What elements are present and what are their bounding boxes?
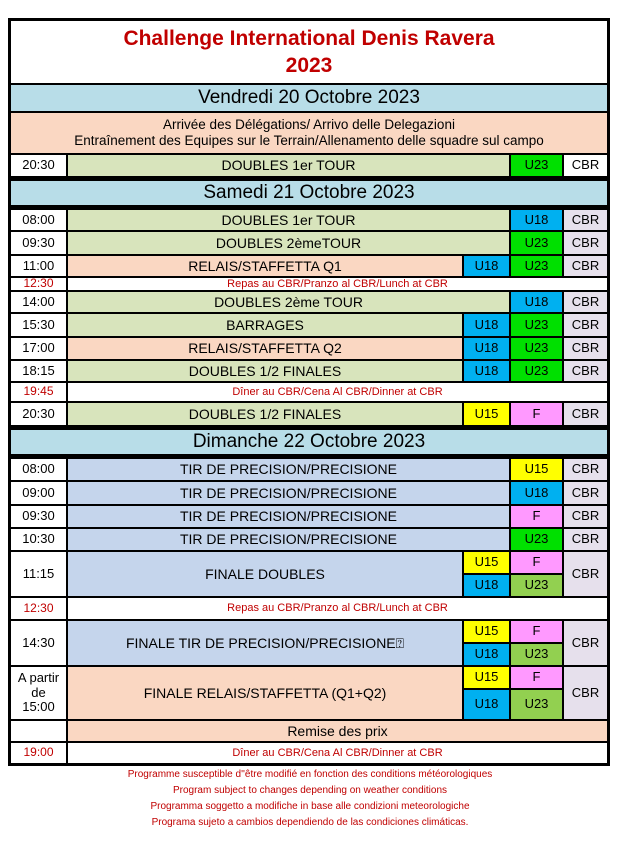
category-badge: U15 [463,551,510,574]
category-badge: U18 [463,337,510,360]
time-line-2: de [31,684,46,700]
time-cell: 14:00 [10,291,67,313]
day-header-sunday: Dimanche 22 Octobre 2023 [10,429,608,455]
category-badge: U23 [510,574,563,597]
category-badge: U18 [463,574,510,597]
venue-cell: CBR [563,505,608,528]
event-cell: DOUBLES 1er TOUR [67,154,510,177]
category-badge: U23 [510,337,563,360]
venue-cell: CBR [563,528,608,551]
time-cell: 11:15 [10,551,67,597]
category-badge: U18 [463,643,510,666]
event-cell: TIR DE PRECISION/PRECISIONE [67,528,510,551]
category-badge: U18 [463,689,510,720]
venue-cell: CBR [563,620,608,666]
day-header-saturday: Samedi 21 Octobre 2023 [10,180,608,206]
venue-cell: CBR [563,313,608,337]
venue-cell: CBR [563,255,608,277]
event-cell: BARRAGES [67,313,463,337]
time-cell: 09:30 [10,505,67,528]
category-badge: U18 [510,209,563,231]
time-cell: 09:00 [10,481,67,505]
time-cell: 08:00 [10,209,67,231]
venue-cell: CBR [563,154,608,177]
time-cell: 10:30 [10,528,67,551]
time-cell: 18:15 [10,360,67,382]
footer-note-fr: Programme susceptible d''être modifié en fonction des conditions météorologiques [127,769,493,780]
category-badge: U18 [510,291,563,313]
event-cell: FINALE DOUBLES [67,551,463,597]
day-header-friday: Vendredi 20 Octobre 2023 [10,84,608,112]
event-cell: FINALE TIR DE PRECISION/PRECISIONE⍰ [67,620,463,666]
category-badge: F [510,402,563,426]
awards-row: Remise des prix [67,720,608,742]
event-cell: DOUBLES 1/2 FINALES [67,402,463,426]
category-badge: F [510,551,563,574]
category-badge: U18 [463,255,510,277]
arrival-block [10,112,608,154]
time-cell [10,666,67,720]
time-line-3: 15:00 [22,699,55,715]
footer-note-it: Programma soggetto a modifiche in base alle condizioni meteorologiche [150,801,470,812]
event-cell: DOUBLES 2ème TOUR [67,291,510,313]
category-badge: U23 [510,154,563,177]
venue-cell: CBR [563,551,608,597]
category-badge: U18 [463,360,510,382]
meal-time-cell: 12:30 [10,597,67,620]
category-badge: U23 [510,528,563,551]
arrival-line-2: Entraînement des Equipes sur le Terrain/Allenamento delle squadre sul campo [74,133,544,148]
category-badge: U23 [510,689,563,720]
event-cell: DOUBLES 1er TOUR [67,209,510,231]
event-cell: RELAIS/STAFFETTA Q2 [67,337,463,360]
time-cell-empty [10,720,67,742]
meal-row: Repas au CBR/Pranzo al CBR/Lunch at CBR [67,277,608,291]
venue-cell: CBR [563,337,608,360]
time-cell: 11:00 [10,255,67,277]
category-badge: U23 [510,313,563,337]
time-cell: 20:30 [10,154,67,177]
event-cell: FINALE RELAIS/STAFFETTA (Q1+Q2) [67,666,463,720]
venue-cell: CBR [563,209,608,231]
time-cell: 14:30 [10,620,67,666]
category-badge: U15 [463,402,510,426]
title-text: Challenge International Denis Ravera [123,27,495,50]
venue-cell: CBR [563,666,608,720]
category-badge: U15 [510,458,563,481]
meal-row: Dîner au CBR/Cena Al CBR/Dinner at CBR [67,382,608,402]
event-cell: TIR DE PRECISION/PRECISIONE [67,458,510,481]
time-cell: 17:00 [10,337,67,360]
time-cell: 08:00 [10,458,67,481]
meal-time-cell: 19:00 [10,742,67,764]
category-badge: U23 [510,231,563,255]
event-cell: TIR DE PRECISION/PRECISIONE [67,481,510,505]
event-cell: DOUBLES 1/2 FINALES [67,360,463,382]
category-badge: U15 [463,666,510,689]
time-cell: 09:30 [10,231,67,255]
event-cell: DOUBLES 2èmeTOUR [67,231,510,255]
arrival-line-1: Arrivée des Délégations/ Arrivo delle Delegazioni [163,117,455,133]
category-badge: U15 [463,620,510,643]
category-badge: U18 [463,313,510,337]
venue-cell: CBR [563,402,608,426]
venue-cell: CBR [563,360,608,382]
category-badge: U23 [510,643,563,666]
title-year: 2023 [285,54,333,77]
schedule-sheet [8,18,610,766]
venue-cell: CBR [563,481,608,505]
category-badge: U23 [510,255,563,277]
time-cell: 15:30 [10,313,67,337]
venue-cell: CBR [563,291,608,313]
venue-cell: CBR [563,458,608,481]
meal-time-cell: 19:45 [10,382,67,402]
venue-cell: CBR [563,231,608,255]
event-cell: TIR DE PRECISION/PRECISIONE [67,505,510,528]
category-badge: F [510,505,563,528]
category-badge: F [510,620,563,643]
category-badge: U23 [510,360,563,382]
meal-row: Dîner au CBR/Cena Al CBR/Dinner at CBR [67,742,608,764]
page-title [10,20,608,84]
category-badge: F [510,666,563,689]
meal-row: Repas au CBR/Pranzo al CBR/Lunch at CBR [67,597,608,620]
footer-note-es: Programa sujeto a cambios dependiendo de las condiciones climáticas. [151,817,469,828]
footer-note-en: Program subject to changes depending on weather conditions [172,785,448,796]
category-badge: U18 [510,481,563,505]
event-cell: RELAIS/STAFFETTA Q1 [67,255,463,277]
meal-time-cell: 12:30 [10,277,67,291]
time-line-1: A partir [17,669,60,685]
time-cell: 20:30 [10,402,67,426]
